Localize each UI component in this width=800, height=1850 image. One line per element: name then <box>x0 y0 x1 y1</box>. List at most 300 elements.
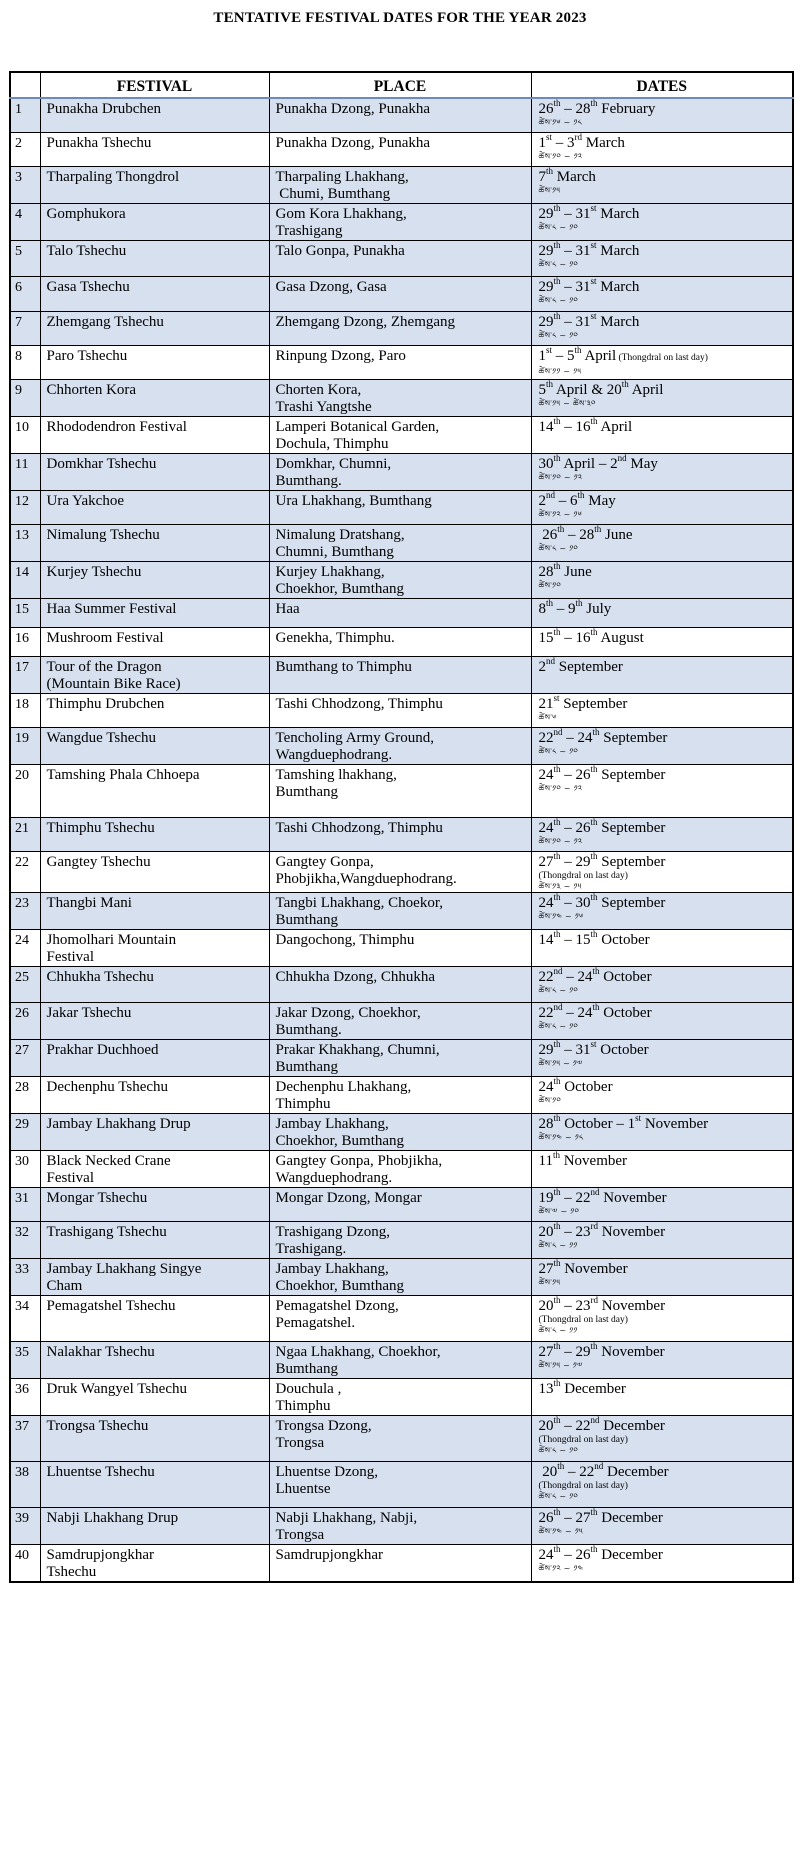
ordinal-suffix: th <box>553 892 561 902</box>
place-name: Pemagatshel. <box>275 1314 356 1331</box>
date-text <box>538 524 787 544</box>
festival-cell <box>40 598 269 627</box>
date-text <box>538 892 787 912</box>
ordinal-suffix: th <box>590 1341 598 1351</box>
dates-cell <box>531 1150 793 1187</box>
ordinal-suffix: th <box>553 1039 561 1049</box>
place-name: Genekha, Thimphu. <box>275 629 395 646</box>
ordinal-suffix: th <box>553 203 561 213</box>
table-row <box>10 453 793 490</box>
ordinal-suffix: th <box>621 379 629 389</box>
place-cell <box>269 524 531 561</box>
tibetan-date: ཚེས་༡༤ ~ ༡༨ <box>538 1132 584 1142</box>
festival-name: Gasa Tshechu <box>46 278 130 295</box>
date-text <box>538 311 787 331</box>
ordinal-suffix: th <box>590 892 598 902</box>
tibetan-date: ཚེས་༨ ~ ༡༠ <box>538 330 579 340</box>
festival-cell <box>40 416 269 453</box>
place-name: Gangtey Gonpa, <box>275 853 374 870</box>
place-name: Trashigang <box>275 222 343 239</box>
ordinal-suffix: th <box>590 1544 598 1554</box>
date-text <box>538 1461 787 1481</box>
date-part: September <box>599 729 668 746</box>
festival-name: Prakhar Duchhoed <box>46 1041 159 1058</box>
place-name: Ngaa Lhakhang, Choekhor, <box>275 1343 441 1360</box>
table-row <box>10 817 793 851</box>
place-name: Chorten Kora, <box>275 381 362 398</box>
festival-cell <box>40 561 269 598</box>
date-part: 2 <box>538 492 546 509</box>
thongdrol-note: (Thongdral on last day) <box>538 1480 628 1491</box>
table-row <box>10 166 793 203</box>
date-part: – 3 <box>552 134 575 151</box>
page-title: TENTATIVE FESTIVAL DATES FOR THE YEAR 2023 <box>213 10 587 26</box>
date-part: 22 <box>538 729 554 746</box>
festival-cell <box>40 166 269 203</box>
festival-name: Nalakhar Tshechu <box>46 1343 155 1360</box>
place-cell <box>269 416 531 453</box>
place-name: Chumi, Bumthang <box>275 185 391 202</box>
festival-name: Nabji Lhakhang Drup <box>46 1509 179 1526</box>
date-part: June <box>601 526 633 543</box>
tibetan-date: ཚེས་༡༥ ~ ཚེས་༣༠ <box>538 398 596 408</box>
date-part: 30 <box>538 455 554 472</box>
festival-cell <box>40 524 269 561</box>
date-part: November <box>560 1260 628 1277</box>
place-name: Bumthang to Thimphu <box>275 658 412 675</box>
ordinal-suffix: th <box>590 1507 598 1517</box>
ordinal-suffix: st <box>546 132 553 142</box>
place-cell <box>269 1295 531 1341</box>
row-number: 30 <box>10 1150 40 1187</box>
date-part: November <box>598 1297 666 1314</box>
date-text <box>538 132 787 152</box>
festival-cell <box>40 1258 269 1295</box>
place-name: Ura Lhakhang, Bumthang <box>275 492 432 509</box>
festival-cell <box>40 1002 269 1039</box>
row-number: 7 <box>10 311 40 345</box>
date-part: – 24 <box>562 729 593 746</box>
ordinal-suffix: th <box>553 1295 561 1305</box>
ordinal-suffix: th <box>575 598 583 608</box>
festival-cell <box>40 345 269 379</box>
festival-table-body <box>10 98 793 1582</box>
header-festival: FESTIVAL <box>40 72 269 98</box>
tibetan-date: ཚེས་༡༥ <box>538 185 561 195</box>
date-text <box>538 627 787 647</box>
place-cell <box>269 1507 531 1544</box>
date-part: 26 <box>538 101 554 117</box>
date-part: 20 <box>538 1417 554 1434</box>
date-part: – 26 <box>560 819 591 836</box>
dates-cell <box>531 166 793 203</box>
festival-name: Thimphu Tshechu <box>46 819 155 836</box>
ordinal-suffix: th <box>546 166 554 176</box>
place-name: Samdrupjongkhar <box>275 1546 383 1563</box>
ordinal-suffix: th <box>553 1187 561 1197</box>
date-part: 29 <box>538 242 554 259</box>
place-cell <box>269 1113 531 1150</box>
row-number: 6 <box>10 276 40 311</box>
date-part: September <box>559 695 628 712</box>
ordinal-suffix: th <box>553 240 561 250</box>
place-cell <box>269 240 531 276</box>
date-part: 28 <box>538 563 554 580</box>
date-part: 27 <box>538 1343 554 1360</box>
ordinal-suffix: th <box>577 490 585 500</box>
place-cell <box>269 1150 531 1187</box>
place-cell <box>269 561 531 598</box>
date-text <box>538 453 787 473</box>
dates-cell <box>531 1341 793 1378</box>
place-name: Domkhar, Chumni, <box>275 455 392 472</box>
table-row <box>10 1150 793 1187</box>
place-name: Tamshing lhakhang, <box>275 766 397 783</box>
table-row <box>10 1076 793 1113</box>
tibetan-date: ཚེས་༡༡ ~ ༡༥ <box>538 366 582 376</box>
festival-name: Kurjey Tshechu <box>46 563 142 580</box>
festival-name: Punakha Drubchen <box>46 101 162 117</box>
date-part: September <box>597 819 666 836</box>
festival-cell <box>40 311 269 345</box>
tibetan-date: ཚེས་༡༣ ~ ༡༥ <box>538 881 582 891</box>
tibetan-date: ཚེས་༨ ~ ༡༠ <box>538 543 579 553</box>
date-part: – 31 <box>560 242 591 259</box>
festival-name: Jakar Tshechu <box>46 1004 132 1021</box>
date-text <box>538 966 787 986</box>
date-text <box>538 1039 787 1059</box>
dates-cell <box>531 892 793 929</box>
table-row <box>10 1507 793 1544</box>
dates-cell <box>531 1187 793 1221</box>
row-number: 33 <box>10 1258 40 1295</box>
date-part: 22 <box>538 1004 554 1021</box>
thongdrol-note: (Thongdral on last day) <box>538 870 628 881</box>
place-name: Bumthang <box>275 1058 338 1075</box>
festival-name: Jhomolhari Mountain <box>46 931 177 948</box>
festival-name: Thimphu Drubchen <box>46 695 165 712</box>
festival-name: Dechenphu Tshechu <box>46 1078 169 1095</box>
date-part: March <box>596 242 640 259</box>
place-name: Rinpung Dzong, Paro <box>275 347 406 364</box>
date-text <box>538 1507 787 1527</box>
row-number: 32 <box>10 1221 40 1258</box>
festival-name: Tharpaling Thongdrol <box>46 168 180 185</box>
date-text <box>538 1002 787 1022</box>
date-part: October <box>597 931 650 948</box>
place-name: Jambay Lhakhang, <box>275 1260 389 1277</box>
ordinal-suffix: th <box>546 598 554 608</box>
dates-cell <box>531 1295 793 1341</box>
date-part: October <box>596 1041 649 1058</box>
date-text <box>538 1378 787 1398</box>
date-part: April <box>597 418 633 435</box>
tibetan-date: ཚེས་༨ ~ ༡༠ <box>538 1021 579 1031</box>
festival-name: Mongar Tshechu <box>46 1189 148 1206</box>
place-name: Bumthang. <box>275 1021 342 1038</box>
date-part: March <box>553 168 596 185</box>
table-row <box>10 311 793 345</box>
festival-name: Trashigang Tshechu <box>46 1223 167 1240</box>
place-name: Gangtey Gonpa, Phobjikha, <box>275 1152 443 1169</box>
ordinal-suffix: nd <box>590 1187 600 1197</box>
table-row <box>10 1221 793 1258</box>
place-cell <box>269 203 531 240</box>
ordinal-suffix: th <box>594 524 602 534</box>
ordinal-suffix: th <box>590 627 598 637</box>
festival-name: Black Necked Crane <box>46 1152 171 1169</box>
date-text <box>538 345 787 367</box>
tibetan-date: ཚེས་༡༠ ~ ༡༢ <box>538 836 583 846</box>
date-part: – 22 <box>564 1463 595 1480</box>
table-row <box>10 345 793 379</box>
table-row <box>10 1258 793 1295</box>
row-number: 40 <box>10 1544 40 1582</box>
date-part: – 26 <box>560 766 591 783</box>
ordinal-suffix: nd <box>553 966 563 976</box>
row-number: 20 <box>10 764 40 817</box>
ordinal-suffix: th <box>590 817 598 827</box>
date-text <box>538 1076 787 1096</box>
place-name: Trongsa <box>275 1526 325 1543</box>
place-name: Phobjikha,Wangduephodrang. <box>275 870 457 887</box>
dates-cell <box>531 598 793 627</box>
dates-cell <box>531 1461 793 1507</box>
place-cell <box>269 276 531 311</box>
date-part: December <box>597 1509 663 1526</box>
place-cell <box>269 656 531 693</box>
ordinal-suffix: th <box>574 345 582 355</box>
ordinal-suffix: st <box>590 311 597 321</box>
date-text <box>538 1150 787 1170</box>
tibetan-date: ཚེས་༨ ~ ༡༠ <box>538 985 579 995</box>
ordinal-suffix: th <box>553 764 561 774</box>
tibetan-date: ཚེས་༡༠ ~ ༡༢ <box>538 783 583 793</box>
ordinal-suffix: th <box>592 727 600 737</box>
dates-cell <box>531 416 793 453</box>
row-number: 24 <box>10 929 40 966</box>
festival-name: Chhorten Kora <box>46 381 137 398</box>
date-text <box>538 929 787 949</box>
festival-cell <box>40 1544 269 1582</box>
date-text <box>538 1187 787 1207</box>
place-cell <box>269 453 531 490</box>
tibetan-date: ཚེས་༡༤ ~ ༡༦ <box>538 911 584 921</box>
tibetan-date: ཚེས་༡༦ ~ ༡༨ <box>538 118 582 127</box>
row-number: 2 <box>10 132 40 166</box>
place-cell <box>269 132 531 166</box>
dates-cell <box>531 132 793 166</box>
row-number: 14 <box>10 561 40 598</box>
festival-name: Tshechu <box>46 1563 97 1580</box>
date-part: 29 <box>538 278 554 295</box>
festival-cell <box>40 727 269 764</box>
place-name: Choekhor, Bumthang <box>275 580 405 597</box>
tibetan-date: ཚེས་༡༥ <box>538 1277 561 1287</box>
place-cell <box>269 345 531 379</box>
ordinal-suffix: th <box>553 851 561 861</box>
festival-cell <box>40 1507 269 1544</box>
row-number: 29 <box>10 1113 40 1150</box>
date-part: 14 <box>538 418 554 435</box>
dates-cell <box>531 1507 793 1544</box>
place-cell <box>269 311 531 345</box>
festival-name: Lhuentse Tshechu <box>46 1463 155 1480</box>
festival-name: (Mountain Bike Race) <box>46 675 181 692</box>
row-number: 22 <box>10 851 40 892</box>
ordinal-suffix: th <box>557 1461 565 1471</box>
place-cell <box>269 966 531 1002</box>
festival-cell <box>40 1415 269 1461</box>
place-name: Thimphu <box>275 1095 331 1112</box>
tibetan-date: ཚེས་༡༠ <box>538 1095 562 1105</box>
date-part: 29 <box>538 205 554 222</box>
date-part: – 22 <box>560 1417 591 1434</box>
festival-cell <box>40 453 269 490</box>
tibetan-date: ཚེས་༨ ~ ༡༠ <box>538 1491 579 1501</box>
tibetan-date: ཚེས་༡༢ ~ ༡༦ <box>538 509 583 519</box>
place-name: Bumthang <box>275 1360 338 1377</box>
header-place: PLACE <box>269 72 531 98</box>
date-part: 26 <box>538 526 558 543</box>
date-part: 27 <box>538 1260 554 1277</box>
place-cell <box>269 817 531 851</box>
table-row <box>10 1002 793 1039</box>
date-text <box>538 817 787 837</box>
date-part: December <box>597 1546 663 1563</box>
date-text <box>538 98 787 118</box>
table-row <box>10 627 793 656</box>
thongdrol-note: (Thongdral on last day) <box>538 1314 628 1325</box>
ordinal-suffix: th <box>553 1544 561 1554</box>
tibetan-date: ཚེས་༨ ~ ༡༠ <box>538 1445 579 1455</box>
place-cell <box>269 1039 531 1076</box>
place-name: Trashigang Dzong, <box>275 1223 390 1240</box>
festival-name: Samdrupjongkhar <box>46 1546 154 1563</box>
place-cell <box>269 1002 531 1039</box>
dates-cell <box>531 524 793 561</box>
festival-cell <box>40 1295 269 1341</box>
date-part: – 31 <box>560 205 591 222</box>
festival-name: Festival <box>46 1169 94 1186</box>
table-row <box>10 1039 793 1076</box>
date-text <box>538 490 787 510</box>
place-name: Wangduephodrang. <box>275 746 393 763</box>
row-number: 25 <box>10 966 40 1002</box>
dates-cell <box>531 1113 793 1150</box>
row-number: 36 <box>10 1378 40 1415</box>
place-cell <box>269 1415 531 1461</box>
dates-cell <box>531 764 793 817</box>
tibetan-date: ཚེས་༧ ~ ༡༠ <box>538 1206 580 1216</box>
row-number: 26 <box>10 1002 40 1039</box>
festival-table <box>9 71 794 1583</box>
festival-name: Punakha Tshechu <box>46 134 152 151</box>
place-name: Kurjey Lhakhang, <box>275 563 385 580</box>
date-part: September <box>555 658 623 675</box>
date-part: March <box>596 278 640 295</box>
place-cell <box>269 490 531 524</box>
date-part: September <box>597 853 666 870</box>
place-name: Pemagatshel Dzong, <box>275 1297 399 1314</box>
ordinal-suffix: th <box>553 98 561 108</box>
date-part: 15 <box>538 629 554 646</box>
ordinal-suffix: th <box>553 416 561 426</box>
festival-cell <box>40 1039 269 1076</box>
row-number: 8 <box>10 345 40 379</box>
ordinal-suffix: th <box>592 966 600 976</box>
date-part: – 31 <box>560 278 591 295</box>
place-cell <box>269 166 531 203</box>
festival-cell <box>40 656 269 693</box>
header-row <box>10 72 793 98</box>
place-cell <box>269 693 531 727</box>
ordinal-suffix: th <box>553 1076 561 1086</box>
ordinal-suffix: nd <box>617 453 627 463</box>
table-row <box>10 132 793 166</box>
festival-name: Zhemgang Tshechu <box>46 313 164 330</box>
date-part: – 28 <box>564 526 595 543</box>
tibetan-date: ཚེས་༨ ~ ༡༠ <box>538 259 579 269</box>
place-name: Thimphu <box>275 1397 331 1414</box>
row-number: 3 <box>10 166 40 203</box>
date-part: November <box>559 1152 628 1169</box>
ordinal-suffix: th <box>590 98 598 108</box>
festival-cell <box>40 966 269 1002</box>
tibetan-date: ཚེས་༡༠ ~ ༡༢ <box>538 472 583 482</box>
ordinal-suffix: th <box>546 379 554 389</box>
tibetan-date: ཚེས་༨ ~ ༡༠ <box>538 295 579 305</box>
ordinal-suffix: th <box>553 627 561 637</box>
festival-name: Thangbi Mani <box>46 894 132 911</box>
festival-name: Ura Yakchoe <box>46 492 124 509</box>
dates-cell <box>531 379 793 416</box>
ordinal-suffix: nd <box>553 727 563 737</box>
ordinal-suffix: rd <box>590 1295 599 1305</box>
festival-name: Jambay Lhakhang Drup <box>46 1115 191 1132</box>
date-text <box>538 598 787 618</box>
place-name: Dangochong, Thimphu <box>275 931 415 948</box>
date-text <box>538 166 787 186</box>
header-number <box>10 72 40 98</box>
row-number: 5 <box>10 240 40 276</box>
festival-name: Pemagatshel Tshechu <box>46 1297 176 1314</box>
table-row <box>10 851 793 892</box>
date-part: 13 <box>538 1380 554 1397</box>
place-name: Tashi Chhodzong, Thimphu <box>275 695 443 712</box>
date-part: 29 <box>538 313 554 330</box>
ordinal-suffix: th <box>553 453 561 463</box>
table-row <box>10 966 793 1002</box>
dates-cell <box>531 240 793 276</box>
row-number: 27 <box>10 1039 40 1076</box>
tibetan-date: ཚེས་༡༤ ~ ༡༥ <box>538 1526 583 1536</box>
table-row <box>10 693 793 727</box>
date-text <box>538 656 787 676</box>
date-part: March <box>582 134 625 151</box>
ordinal-suffix: th <box>553 1507 561 1517</box>
date-part: October <box>599 1004 652 1021</box>
table-row <box>10 240 793 276</box>
place-cell <box>269 727 531 764</box>
header-dates: DATES <box>531 72 793 98</box>
row-number: 1 <box>10 98 40 132</box>
date-part: May <box>626 455 658 472</box>
place-name: Trongsa Dzong, <box>275 1417 372 1434</box>
place-cell <box>269 1378 531 1415</box>
row-number: 21 <box>10 817 40 851</box>
dates-cell <box>531 1258 793 1295</box>
